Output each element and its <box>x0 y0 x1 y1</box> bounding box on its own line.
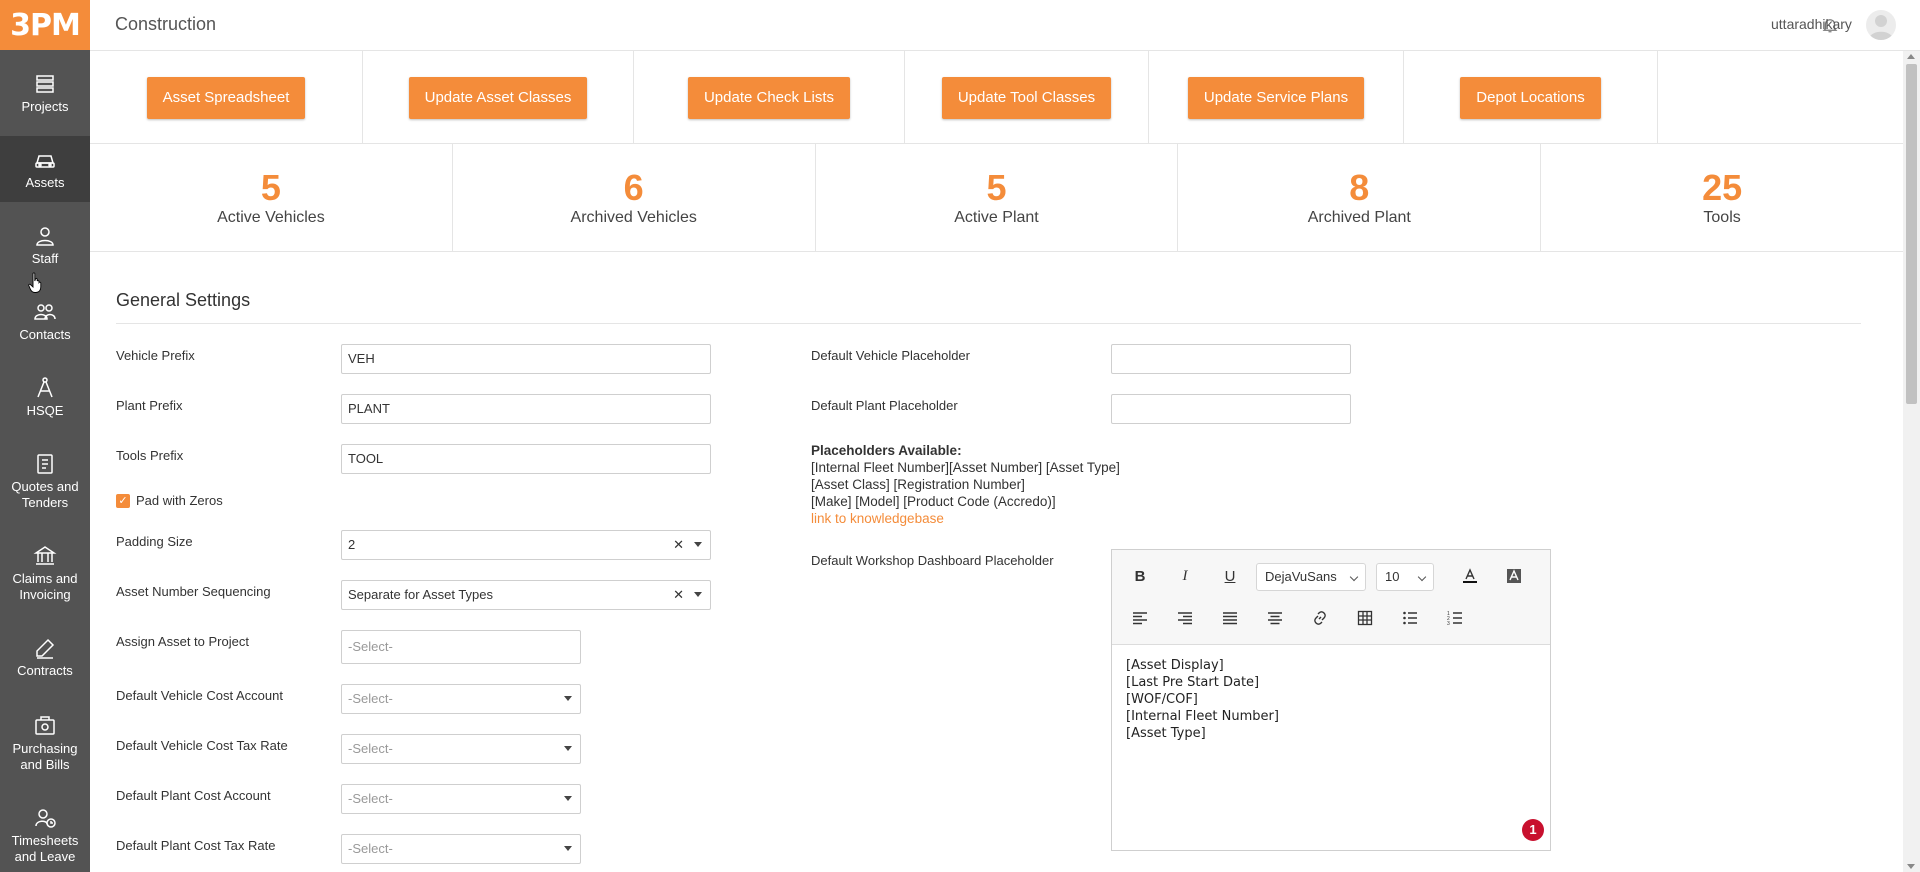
sidebar-item-label: Quotes and Tenders <box>11 479 79 510</box>
bold-icon[interactable]: B <box>1134 567 1146 585</box>
stat-tools[interactable] <box>1541 144 1903 251</box>
italic-icon[interactable]: I <box>1182 567 1188 584</box>
stat-archived-vehicles[interactable] <box>453 144 816 251</box>
stat-value: 25 <box>1702 166 1743 208</box>
align-justify-icon[interactable] <box>1216 605 1244 631</box>
font-size-value: 10 <box>1385 569 1400 584</box>
caret-down-icon <box>694 592 702 597</box>
vehicle-prefix-input[interactable]: VEH <box>341 344 711 374</box>
numbered-list-icon[interactable] <box>1441 605 1469 631</box>
rich-text-editor[interactable] <box>1111 549 1551 851</box>
select-placeholder: -Select- <box>348 791 393 806</box>
editor-line: [Asset Type] <box>1126 726 1206 741</box>
pad-with-zeros-checkbox[interactable]: ✓ <box>116 494 130 508</box>
sidebar-item-projects[interactable] <box>0 72 90 128</box>
sidebar-item-label: Projects <box>21 99 69 114</box>
sidebar-item-label: Claims and Invoicing <box>12 571 78 602</box>
pad-with-zeros-label: Pad with Zeros <box>136 493 223 508</box>
sidebar-item-label: Contracts <box>17 663 73 678</box>
asset-number-sequencing-select[interactable] <box>341 580 711 610</box>
hand-cursor-icon <box>28 272 44 294</box>
car-icon <box>33 148 57 172</box>
default-vehicle-cost-tax-rate-select[interactable] <box>341 734 581 764</box>
sidebar-item-hsqe[interactable] <box>0 376 90 432</box>
assign-asset-to-project-label: Assign Asset to Project <box>116 634 249 649</box>
editor-content[interactable] <box>1112 645 1550 754</box>
sidebar-item-label: Contacts <box>19 327 71 342</box>
chevron-down-icon <box>1350 573 1358 581</box>
workshop-placeholder-label: Default Workshop Dashboard Placeholder <box>811 553 1054 568</box>
asset-spreadsheet-button[interactable]: Asset Spreadsheet <box>147 77 306 119</box>
font-size-select[interactable] <box>1376 563 1434 591</box>
editor-line: [WOF/COF] <box>1126 692 1198 707</box>
stat-value: 5 <box>986 166 1007 208</box>
sidebar <box>0 0 90 872</box>
vehicle-prefix-label: Vehicle Prefix <box>116 348 195 363</box>
default-plant-placeholder-label: Default Plant Placeholder <box>811 398 958 413</box>
align-center-icon[interactable] <box>1261 605 1289 631</box>
placeholders-help <box>811 442 1120 527</box>
default-plant-cost-tax-rate-select[interactable] <box>341 834 581 864</box>
caret-down-icon <box>564 846 572 851</box>
font-family-value: DejaVuSans <box>1265 569 1337 584</box>
scroll-down-icon[interactable] <box>1907 864 1915 869</box>
asset-number-sequencing-label: Asset Number Sequencing <box>116 584 271 599</box>
default-plant-placeholder-input[interactable] <box>1111 394 1351 424</box>
action-cell <box>634 51 905 144</box>
app-logo[interactable]: 3PM <box>0 0 90 50</box>
sidebar-item-contacts[interactable] <box>0 300 90 356</box>
default-plant-cost-tax-rate-label: Default Plant Cost Tax Rate <box>116 838 276 853</box>
timesheet-icon <box>33 806 57 830</box>
sidebar-item-label: HSQE <box>26 403 64 418</box>
select-placeholder: -Select- <box>348 691 393 706</box>
default-plant-cost-account-label: Default Plant Cost Account <box>116 788 271 803</box>
default-vehicle-placeholder-input[interactable] <box>1111 344 1351 374</box>
chevron-down-icon <box>1418 573 1426 581</box>
avatar[interactable] <box>1866 10 1896 40</box>
table-icon[interactable] <box>1351 605 1379 631</box>
default-vehicle-cost-account-label: Default Vehicle Cost Account <box>116 688 283 703</box>
scroll-thumb[interactable] <box>1906 64 1917 404</box>
editor-toolbar <box>1112 550 1550 645</box>
svg-text:2: 2 <box>1447 616 1450 622</box>
assign-asset-to-project-input[interactable]: -Select- <box>341 630 581 664</box>
clear-icon[interactable]: ✕ <box>673 537 684 552</box>
purchasing-icon <box>33 714 57 738</box>
default-vehicle-cost-account-select[interactable] <box>341 684 581 714</box>
stat-value: 6 <box>623 166 644 208</box>
align-left-icon[interactable] <box>1126 605 1154 631</box>
depot-locations-button[interactable]: Depot Locations <box>1460 77 1600 119</box>
action-bar <box>90 51 1903 144</box>
sidebar-item-label: Staff <box>31 251 59 266</box>
placeholders-line: [Make] [Model] [Product Code (Accredo)] <box>811 494 1056 509</box>
update-asset-classes-button[interactable]: Update Asset Classes <box>409 77 588 119</box>
update-service-plans-button[interactable]: Update Service Plans <box>1188 77 1364 119</box>
user-avatar-icon <box>1866 10 1896 40</box>
placeholders-line: [Internal Fleet Number][Asset Number] [Asset Type] <box>811 460 1120 475</box>
stat-label: Archived Plant <box>1307 208 1411 226</box>
sidebar-item-quotes-and-tenders[interactable] <box>0 452 90 524</box>
pen-icon <box>33 636 57 660</box>
editor-line: [Asset Display] <box>1126 658 1224 673</box>
notification-badge[interactable]: 1 <box>1522 819 1544 841</box>
sidebar-item-label: Assets <box>25 175 65 190</box>
default-vehicle-placeholder-label: Default Vehicle Placeholder <box>811 348 970 363</box>
sidebar-item-purchasing-and-bills[interactable] <box>0 714 90 786</box>
caret-down-icon <box>564 796 572 801</box>
default-plant-cost-account-select[interactable] <box>341 784 581 814</box>
editor-line: [Last Pre Start Date] <box>1126 675 1260 690</box>
section-title: General Settings <box>116 290 251 310</box>
padding-size-label: Padding Size <box>116 534 193 549</box>
sidebar-item-label: Timesheets and Leave <box>11 833 79 864</box>
stats-bar <box>90 144 1903 252</box>
top-bar <box>90 0 1920 51</box>
link-icon[interactable] <box>1306 605 1334 631</box>
font-family-select[interactable] <box>1256 563 1366 591</box>
action-cell <box>1149 51 1404 144</box>
action-cell <box>1404 51 1658 144</box>
background-color-icon[interactable] <box>1500 563 1528 589</box>
caret-down-icon <box>564 696 572 701</box>
stat-archived-plant[interactable] <box>1178 144 1541 251</box>
document-icon <box>33 452 57 476</box>
stat-label: Active Vehicles <box>217 208 325 226</box>
sidebar-item-timesheets-and-leave[interactable] <box>0 806 90 872</box>
page-title: Construction <box>115 14 217 34</box>
underline-icon[interactable]: U <box>1224 567 1236 585</box>
bank-icon <box>33 544 57 568</box>
contacts-icon <box>33 300 57 324</box>
select-placeholder: -Select- <box>348 741 393 756</box>
projects-icon <box>33 72 57 96</box>
update-check-lists-button[interactable]: Update Check Lists <box>688 77 850 119</box>
scroll-up-icon[interactable] <box>1907 54 1915 59</box>
sidebar-item-label: Purchasing and Bills <box>12 741 78 772</box>
svg-text:3: 3 <box>1447 621 1450 626</box>
compass-icon <box>33 376 57 400</box>
stat-value: 5 <box>260 166 281 208</box>
padding-size-select[interactable] <box>341 530 711 560</box>
person-icon <box>33 224 57 248</box>
knowledgebase-link[interactable]: link to knowledgebase <box>811 511 944 526</box>
caret-down-icon <box>694 542 702 547</box>
action-cell <box>90 51 363 144</box>
placeholders-heading: Placeholders Available: <box>811 443 962 458</box>
sidebar-item-contracts[interactable] <box>0 636 90 692</box>
stat-label: Tools <box>1703 208 1741 226</box>
placeholders-line: [Asset Class] [Registration Number] <box>811 477 1025 492</box>
sidebar-item-claims-and-invoicing[interactable] <box>0 544 90 616</box>
clear-icon[interactable]: ✕ <box>673 587 684 602</box>
default-vehicle-cost-tax-rate-label: Default Vehicle Cost Tax Rate <box>116 738 288 753</box>
stat-active-plant[interactable] <box>816 144 1179 251</box>
caret-down-icon <box>564 746 572 751</box>
vertical-scrollbar[interactable] <box>1903 51 1920 872</box>
tools-prefix-input[interactable]: TOOL <box>341 444 711 474</box>
action-cell <box>905 51 1149 144</box>
svg-text:1: 1 <box>1447 611 1450 617</box>
padding-size-value: 2 <box>348 537 356 552</box>
bullet-list-icon[interactable] <box>1396 605 1424 631</box>
divider <box>116 323 1861 324</box>
stat-label: Archived Vehicles <box>570 208 697 226</box>
stat-value: 8 <box>1349 166 1370 208</box>
plant-prefix-input[interactable]: PLANT <box>341 394 711 424</box>
username[interactable]: uttaradhikary <box>1771 16 1852 32</box>
sidebar-item-assets[interactable] <box>0 136 90 202</box>
action-cell <box>363 51 634 144</box>
align-right-icon[interactable] <box>1171 605 1199 631</box>
editor-line: [Internal Fleet Number] <box>1126 709 1279 724</box>
stat-label: Active Plant <box>954 208 1039 226</box>
asset-number-sequencing-value: Separate for Asset Types <box>348 587 494 602</box>
plant-prefix-label: Plant Prefix <box>116 398 183 413</box>
sidebar-item-staff[interactable] <box>0 224 90 280</box>
stat-active-vehicles[interactable] <box>90 144 453 251</box>
select-placeholder: -Select- <box>348 841 393 856</box>
update-tool-classes-button[interactable]: Update Tool Classes <box>942 77 1111 119</box>
font-color-icon[interactable] <box>1456 563 1484 589</box>
tools-prefix-label: Tools Prefix <box>116 448 184 463</box>
